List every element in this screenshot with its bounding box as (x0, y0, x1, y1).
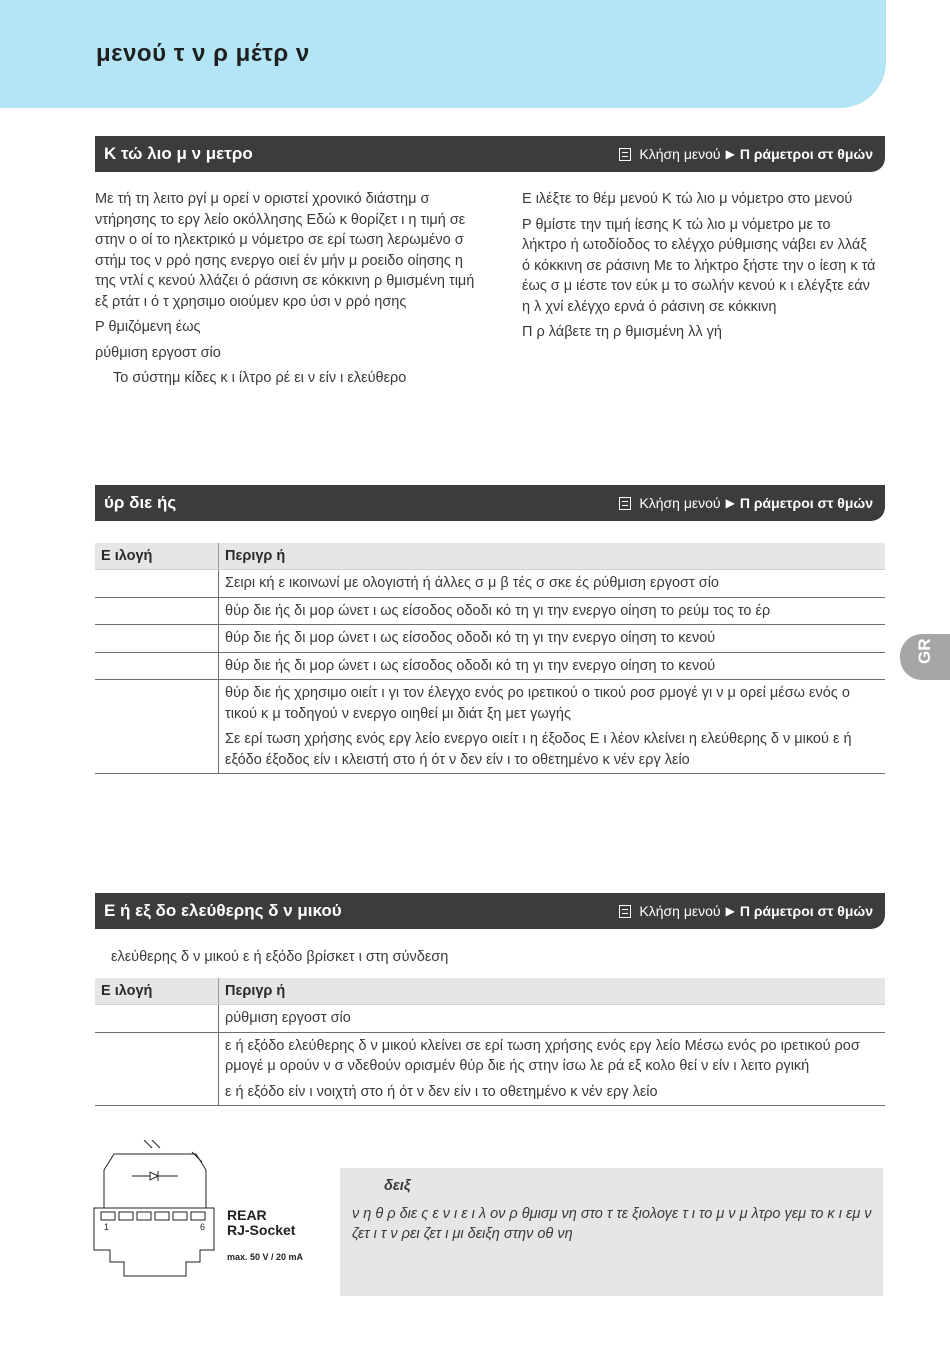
language-tab (900, 634, 950, 680)
table-row (95, 625, 885, 653)
page-header (0, 0, 886, 108)
description-cell (219, 625, 886, 653)
crumb-target: Π ράμετροι στ θμών (739, 146, 873, 162)
arrow-right-icon: ▶ (725, 147, 735, 161)
arrow-right-icon: ▶ (725, 496, 735, 510)
socket-outline (94, 1208, 214, 1276)
table-row (95, 652, 885, 680)
socket-pin (137, 1212, 151, 1220)
section-title: ύρ διε ής (104, 493, 177, 512)
light-arrow (144, 1140, 152, 1148)
socket-label-type: RJ-Socket (227, 1222, 296, 1238)
section-bar-vacuum-gauge (95, 136, 885, 172)
page-title: μενού τ ν ρ μέτρ ν (96, 40, 310, 67)
section-title: Κ τώ λιο μ ν μετρο (104, 144, 253, 163)
note-body: ν η θ ρ διε ς ε ν ι ε ι λ ον ρ θμισμ νη στο τ τε ξιολογε τ ι το μ ν μ λτρο γεμ το κ ι εμ ν ζετ ι τ ν ρει ζετ ι μι δειξη στην οθ νη (352, 1206, 872, 1242)
note-box (340, 1168, 883, 1296)
socket-rating: max. 50 V / 20 mA (227, 1252, 304, 1262)
crumb-target: Π ράμετροι στ θμών (739, 495, 873, 511)
option-cell (95, 570, 219, 598)
socket-pin (101, 1212, 115, 1220)
socket-pin (173, 1212, 187, 1220)
socket-pin (119, 1212, 133, 1220)
column-header-option: Ε ιλογή (95, 978, 219, 1005)
description-text: ε ή εξόδο είν ι νοιχτή στο ή ότ ν δεν είν ι το οθετημένο κ νέν εργ λείο (225, 1083, 658, 1100)
table-header-row (95, 543, 885, 570)
menu-icon (619, 148, 631, 161)
table-row (95, 680, 885, 774)
paragraph: Το σύστημ κίδες κ ι ίλτρο ρέ ει ν είν ι ελεύθερο (113, 370, 407, 386)
description-text: Σειρι κή ε ικοινωνί με ολογιστή ή άλλες σ μ β τές σ σκε ές ρύθμιση εργοστ σίο (225, 575, 719, 591)
language-tab-label: GR (915, 638, 934, 664)
pin-label-last: 6 (200, 1222, 206, 1232)
option-cell (95, 680, 219, 774)
description-cell (219, 652, 886, 680)
paragraph: Ρ θμίστε την τιμή ίεσης Κ τώ λιο μ νόμετρο με το λήκτρο ή ωτοδίοδος το ελέγχο ρύθμισης νάβει εν λλάξ ό κόκκινη σε ράσινη Με το λήκτρο ξήστε την ο ίεση κ τά έως σ μ ιέστε τον εύκ μ το σωλήν κενού κ ι ελέγξτε εάν η λ χνί ελέγχο ερνά ό ράσινη σε κόκκινη (522, 216, 876, 315)
transistor-lead (192, 1152, 202, 1162)
description-cell (219, 680, 886, 774)
paragraph: Με τή τη λειτο ργί μ ορεί ν οριστεί χρονικό διάστημ σ ντήρησης το εργ λείο οκόλλησης Εδώ κ θορίζετ ι η τιμή σε στην ο οί το ηλεκτρικό μ νόμετρο σε ερί τωση λερωμένο σ στήμ τος ν ρρό ησης ενεργο οιεί έν μήν μ ροειδο οίησης η της ντλί ς κενού λλάζει ό ράσινη σε κόκκινη ρ θμισμένη τιμή εξ ρτάτ ι ό τ χρησιμο οιούμεν κρο ύσι ν ρρό ησης (95, 191, 475, 310)
table-row (95, 597, 885, 625)
rj-socket-diagram (92, 1140, 222, 1285)
table-row (95, 1005, 885, 1033)
crumb-target: Π ράμετροι στ θμών (739, 903, 873, 919)
paragraph: Ε ιλέξτε το θέμ μενού Κ τώ λιο μ νόμετρο στο μενού (522, 191, 853, 207)
menu-icon (619, 905, 631, 918)
description-cell (219, 597, 886, 625)
description-cell (219, 570, 886, 598)
option-cell (95, 597, 219, 625)
socket-wire (104, 1154, 206, 1208)
menu-breadcrumb (619, 903, 873, 919)
option-cell (95, 652, 219, 680)
arrow-right-icon: ▶ (725, 904, 735, 918)
crumb-menu-call: Κλήση μενού (639, 495, 721, 511)
crumb-menu-call: Κλήση μενού (639, 146, 721, 162)
section1-right-text (522, 189, 877, 348)
description-text: θύρ διε ής δι μορ ώνετ ι ως είσοδος οδοδι κό τη γι την ενεργο οίηση το ρεύμ τος το έρ (225, 602, 771, 619)
socket-pin (155, 1212, 169, 1220)
description-text: θύρ διε ής δι μορ ώνετ ι ως είσοδος οδοδι κό τη γι την ενεργο οίηση το κενού (225, 630, 716, 646)
table-header-row (95, 978, 885, 1005)
menu-icon (619, 497, 631, 510)
description-text: ε ή εξόδο ελεύθερης δ ν μικού κλείνει σε ερί τωση χρήσης ενός εργ λείο Μέσω ενός ρο ιρετικού ροσ ρμογέ μ ορούν ν σ νδεθούν ορισμέν θύρ διε ής στην ίσω λε ρά εξ κολο θεί ν είν ι λειτο ργική (225, 1037, 860, 1074)
description-cell (219, 1032, 886, 1106)
section-title: Ε ή εξ δο ελεύθερης δ ν μικού (104, 901, 342, 920)
option-cell (95, 1032, 219, 1106)
section-bar-potential-free-output (95, 893, 885, 929)
paragraph: Π ρ λάβετε τη ρ θμισμένη λλ γή (522, 324, 722, 340)
interface-options-table (95, 543, 885, 774)
paragraph: ρύθμιση εργοστ σίο (95, 344, 221, 361)
option-cell (95, 625, 219, 653)
description-text: θύρ διε ής δι μορ ώνετ ι ως είσοδος οδοδι κό τη γι την ενεργο οίηση το κενού (225, 657, 716, 674)
light-arrow (152, 1140, 160, 1148)
table-row (95, 1032, 885, 1106)
column-header-description: Περιγρ ή (219, 978, 886, 1005)
crumb-menu-call: Κλήση μενού (639, 903, 721, 919)
column-header-description: Περιγρ ή (219, 543, 886, 570)
menu-breadcrumb (619, 146, 873, 162)
note-title: δειξ (384, 1178, 411, 1194)
menu-breadcrumb (619, 495, 873, 511)
description-text: Σε ερί τωση χρήσης ενός εργ λείο ενεργο οιείτ ι η έξοδος Ε ι λέον κλείνει η ελεύθερης δ ν μικού ε ή εξόδο έξοδος είν ι κλειστή στο ή ότ ν δεν είν ι το οθετημένο κ νέν εργ λείο (225, 731, 852, 768)
description-text: θύρ διε ής χρησιμο οιείτ ι γι τον έλεγχο ενός ρο ιρετικού ο τικού ροσ ρμογέ γι ν μ ορεί μέσω ενός ο τικού κ μ τοδηγού ν ενεργο οιηθεί μι διάτ ξη μετ γωγής (225, 685, 850, 722)
diode-symbol (150, 1172, 158, 1180)
table-row (95, 570, 885, 598)
option-cell (95, 1005, 219, 1033)
socket-pin (191, 1212, 205, 1220)
description-text: ρύθμιση εργοστ σίο (225, 1010, 351, 1026)
section3-intro: ελεύθερης δ ν μικού ε ή εξόδο βρίσκετ ι στη σύνδεση (111, 949, 449, 965)
column-header-option: Ε ιλογή (95, 543, 219, 570)
output-options-table (95, 978, 885, 1106)
section-bar-interface-port (95, 485, 885, 521)
description-cell (219, 1005, 886, 1033)
socket-label-rear: REAR (227, 1207, 267, 1223)
section1-left-text (95, 189, 480, 394)
paragraph: Ρ θμιζόμενη έως (95, 319, 201, 335)
pin-label-first: 1 (104, 1222, 110, 1232)
